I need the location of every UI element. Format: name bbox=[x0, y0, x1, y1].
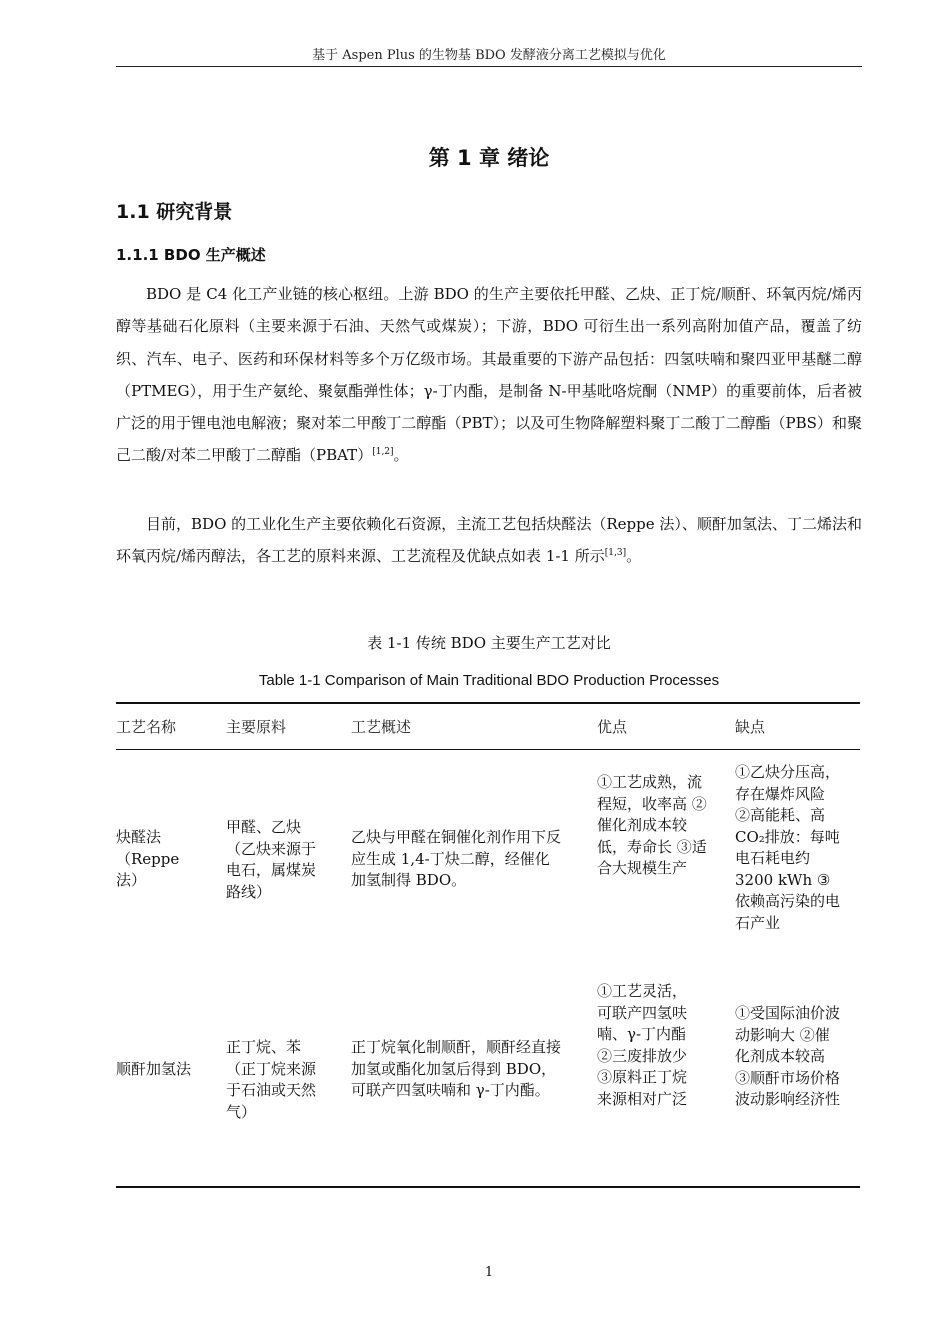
table-row-2-material: 正丁烷、苯（正丁烷来源于石油或天然气） bbox=[226, 1038, 317, 1121]
page-number: 1 bbox=[484, 1265, 494, 1280]
paragraph-1 bbox=[116, 278, 862, 472]
paragraph-2-end: 。 bbox=[626, 547, 642, 566]
table-header-cons: 缺点 bbox=[735, 718, 766, 736]
table-row-2-name: 顺酐加氢法 bbox=[116, 1060, 192, 1078]
chapter-title: 第 1 章 绪论 bbox=[428, 146, 550, 170]
table-header-overview: 工艺概述 bbox=[351, 718, 412, 736]
table-caption-en: Table 1-1 Comparison of Main Traditional BDO Production Processes bbox=[258, 672, 720, 689]
table-row-2-overview: 正丁烷氧化制顺酐，顺酐经直接加氢或酯化加氢后得到 BDO，可联产四氢呋喃和 γ-丁内酯。 bbox=[351, 1038, 562, 1099]
table-row-1-overview: 乙炔与甲醛在铜催化剂作用下反应生成 1,4-丁炔二醇，经催化加氢制得 BDO。 bbox=[351, 828, 562, 889]
paragraph-1-end: 。 bbox=[393, 446, 409, 465]
table-top-rule bbox=[116, 702, 860, 704]
table-row-1-material: 甲醛、乙炔（乙炔来源于电石，属煤炭路线） bbox=[226, 818, 317, 901]
table-row-1-pros: ①工艺成熟，流程短，收率高 ②催化剂成本较低，寿命长 ③适合大规模生产 bbox=[597, 773, 707, 877]
table-row-1-cons: ①乙炔分压高，存在爆炸风险 ②高能耗、高CO₂排放：每吨电石耗电约 3200 kWh ③依赖高污染的电石产业 bbox=[735, 763, 841, 932]
paragraph-2 bbox=[116, 508, 862, 573]
table-header-name: 工艺名称 bbox=[116, 718, 177, 736]
table-header-rule bbox=[116, 749, 860, 750]
table-header-pros: 优点 bbox=[597, 718, 628, 736]
running-header: 基于 Aspen Plus 的生物基 BDO 发酵液分离工艺模拟与优化 bbox=[116, 44, 862, 67]
citation-2: [1,3] bbox=[604, 548, 627, 559]
paragraph-1-text: BDO 是 C4 化工产业链的核心枢纽。上游 BDO 的生产主要依托甲醛、乙炔、正丁烷/顺酐、环氧丙烷/烯丙醇等基础石化原料（主要来源于石油、天然气或煤炭）；下游，BDO 可衍生出一系列高附加值产品，覆盖了纺织、汽车、电子、医药和环保材料等多个万亿级市场。其最重要的下游产品包括：四氢呋喃和聚四亚甲基醚二醇（PTMEG），用于生产氨纶、聚氨酯弹性体；γ-丁内酯，是制备 N-甲基吡咯烷酮（NMP）的重要前体，后者被广泛的用于锂电池电解液；聚对苯二甲酸丁二醇酯（PBT）；以及可生物降解塑料聚丁二酸丁二醇酯（PBS）和聚己二酸/对苯二甲酸丁二醇酯（PBAT） bbox=[116, 285, 862, 465]
table-row-2-pros: ①工艺灵活，可联产四氢呋喃、γ-丁内酯 ②三废排放少 ③原料正丁烷来源相对广泛 bbox=[597, 982, 688, 1108]
table-bottom-rule bbox=[116, 1186, 860, 1188]
table-row-2-cons: ①受国际油价波动影响大 ②催化剂成本较高 ③顺酐市场价格波动影响经济性 bbox=[735, 1004, 841, 1108]
table-header-material: 主要原料 bbox=[226, 718, 287, 736]
citation-1: [1,2] bbox=[372, 447, 394, 458]
table-row-1-name: 炔醛法（Reppe 法） bbox=[116, 828, 180, 889]
paragraph-2-text: 目前，BDO 的工业化生产主要依赖化石资源，主流工艺包括炔醛法（Reppe 法）、顺酐加氢法、丁二烯法和环氧丙烷/烯丙醇法，各工艺的原料来源、工艺流程及优缺点如表 1-1 所示 bbox=[116, 515, 862, 566]
section-title: 1.1 研究背景 bbox=[116, 201, 233, 223]
subsection-title: 1.1.1 BDO 生产概述 bbox=[116, 246, 266, 264]
table-caption-cn: 表 1-1 传统 BDO 主要生产工艺对比 bbox=[367, 634, 611, 652]
